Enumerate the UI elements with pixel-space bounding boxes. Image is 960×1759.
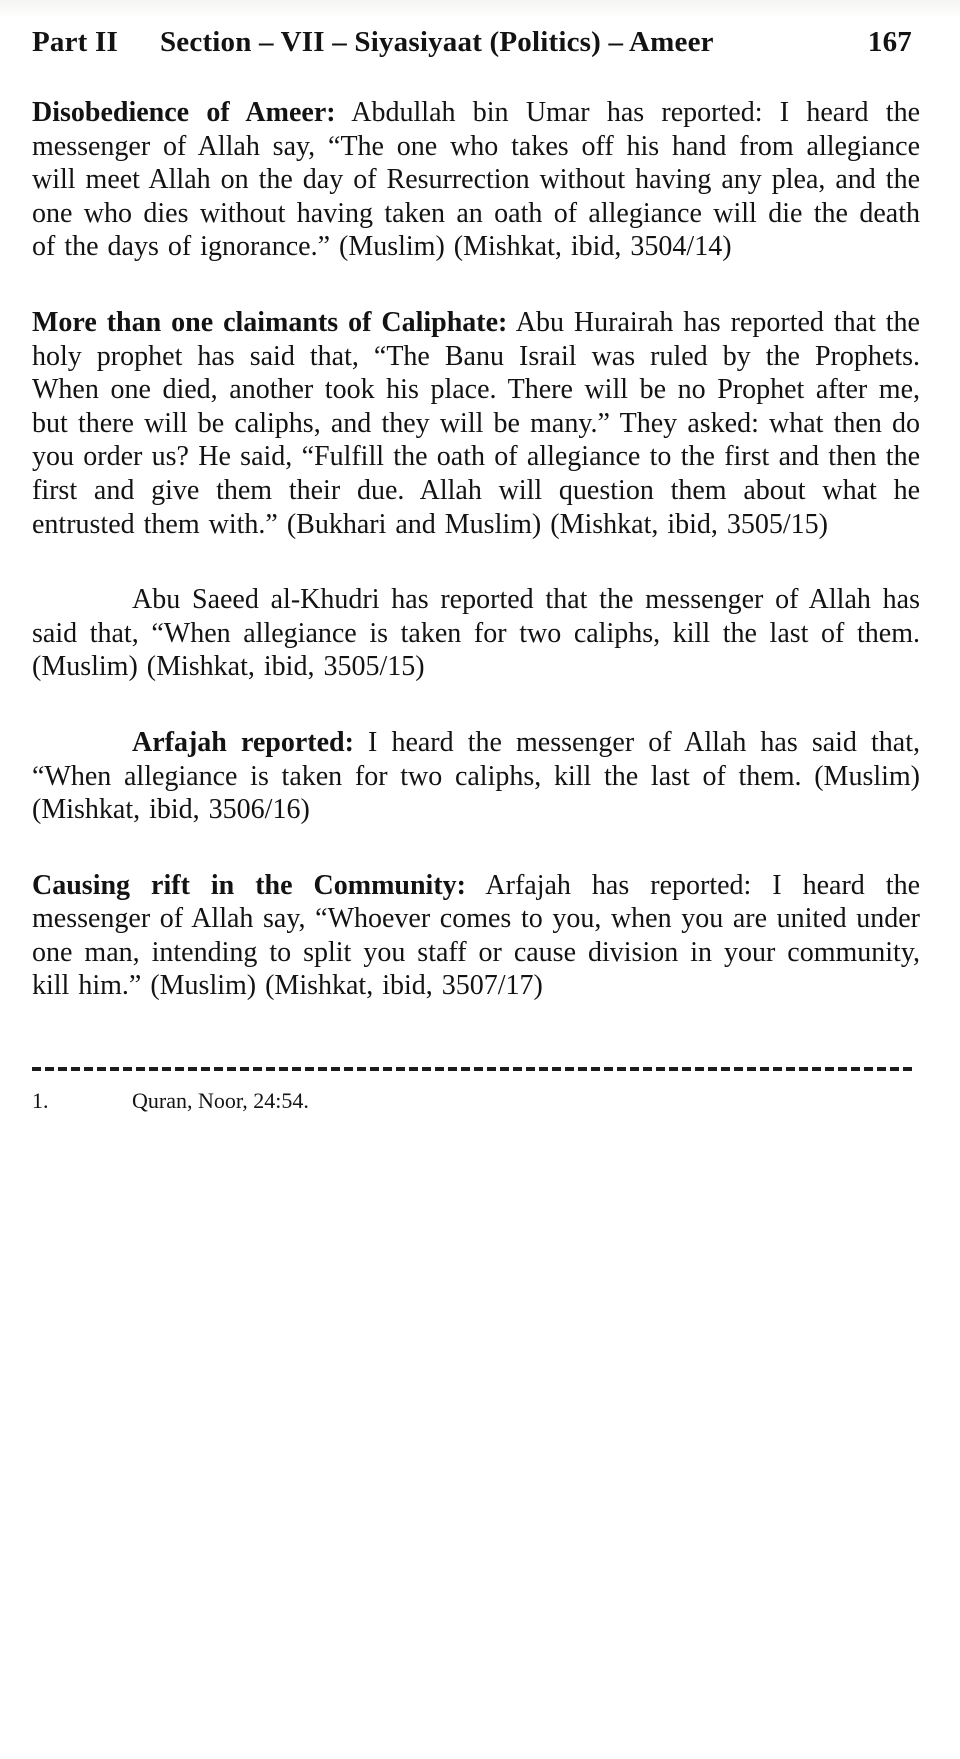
page-header (32, 24, 920, 60)
paragraph (32, 306, 920, 541)
paragraph-text: Abu Hurairah has reported that the holy prophet has said that, “The Banu Israil was ruled by the Prophets. When one died, another took his place. There will be no Prophet after me, but there will be caliphs, and they will be many.” They asked: what then do you order us? He said, “Fulfill the oath of allegiance to the first and then the first and give them their due. Allah will question them about what he entrusted them with.” (Bukhari and Muslim) (Mishkat, ibid, 3505/15) (32, 306, 920, 540)
paragraph-lead: More than one claimants of Caliphate: (32, 306, 508, 338)
paragraph-lead: Arfajah reported: (132, 726, 354, 758)
paragraphs (32, 96, 920, 1003)
footnote-separator (32, 1067, 916, 1071)
paragraph-lead: Causing rift in the Community: (32, 869, 466, 901)
page-number: 167 (867, 26, 912, 58)
header-section-title: Section – VII – Siyasiyaat (Politics) – Ameer (159, 26, 714, 58)
paragraph-text: I heard the messenger of Allah has said that, “When allegiance is taken for two caliphs, kill the last of them. (Muslim) (Mishkat, ibid, 3506/16) (32, 726, 920, 826)
footnote-text: Quran, Noor, 24:54. (132, 1088, 309, 1114)
header-part-label: Part II (32, 26, 118, 58)
footnote-number: 1. (32, 1088, 49, 1114)
paragraph (32, 583, 920, 684)
paragraph (32, 869, 920, 1003)
footnote-item (32, 1087, 920, 1115)
paragraph-lead: Disobedience of Ameer: (32, 97, 336, 128)
footnotes (32, 1087, 920, 1115)
paragraph (32, 96, 920, 264)
paragraph-text: Abdullah bin Umar has reported: I heard the messenger of Allah say, “The one who takes off his hand from allegiance will meet Allah on the day of Resurrection without having any plea, and the one who dies without having taken an oath of allegiance will die the death of the days of ignorance.” (Muslim) (Mishkat, ibid, 3504/14) (32, 97, 920, 263)
paragraph-text: Arfajah has reported: I heard the messenger of Allah say, “Whoever comes to you, when you are united under one man, intending to split you staff or cause division in your community, kill him.” (Muslim) (Mishkat, ibid, 3507/17) (32, 869, 920, 1002)
footnote-area (32, 1067, 920, 1115)
paragraph (32, 726, 920, 827)
paragraph-text: Abu Saeed al-Khudri has reported that the messenger of Allah has said that, “When allegiance is taken for two caliphs, kill the last of them. (Muslim) (Mishkat, ibid, 3505/15) (32, 584, 920, 683)
